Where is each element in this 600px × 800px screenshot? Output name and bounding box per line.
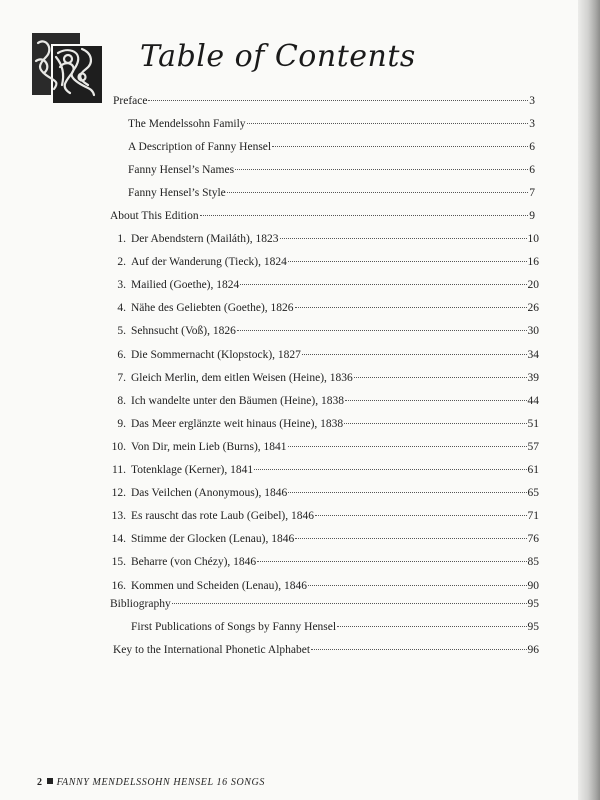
toc-entry (107, 463, 539, 477)
toc-entry-page: 61 (527, 464, 539, 476)
toc-entry (110, 209, 535, 223)
toc-entry-number: 4. (117, 302, 126, 315)
toc-entry-page: 30 (527, 325, 539, 338)
toc-entry-title: Es rauscht das rote Laub (Geibel), 1846 (131, 510, 314, 523)
dot-leader (272, 146, 528, 147)
toc-entry-number: 12. (111, 487, 126, 500)
toc-entry (107, 509, 539, 523)
toc-entry-page: 16 (527, 256, 539, 269)
toc-entry (128, 140, 535, 154)
toc-entry-number: 16. (111, 579, 126, 592)
dot-leader (295, 538, 526, 539)
toc-entry (128, 163, 535, 177)
toc-entry-number: 11. (112, 464, 126, 476)
dot-leader (288, 446, 527, 447)
dot-leader (345, 400, 527, 401)
dot-leader (148, 100, 528, 101)
toc-entry-number: 2. (117, 256, 126, 269)
toc-entry-page: 85 (527, 556, 539, 569)
footer-page-number: 2 (37, 777, 43, 788)
toc-entry-title: Totenklage (Kerner), 1841 (131, 464, 254, 476)
decorative-ornament (32, 29, 100, 101)
toc-entry-page: 90 (527, 579, 539, 592)
toc-entry-title: Von Dir, mein Lieb (Burns), 1841 (131, 440, 287, 453)
dot-leader (237, 330, 527, 331)
toc-entry-page: 3 (529, 118, 535, 130)
toc-entry (107, 324, 539, 338)
toc-entry-title: Stimme der Glocken (Lenau), 1846 (131, 533, 295, 546)
toc-entry (128, 117, 535, 131)
toc-entry (107, 532, 539, 546)
toc-entry (107, 440, 539, 454)
toc-entry (107, 232, 539, 246)
dot-leader (172, 603, 527, 604)
square-bullet-icon (47, 778, 53, 784)
toc-entry (113, 94, 535, 108)
toc-entry-page: 96 (527, 644, 539, 656)
toc-entry-title: Das Veilchen (Anonymous), 1846 (131, 487, 288, 500)
toc-entry (113, 643, 539, 657)
toc-entry-title: Fanny Hensel’s Names (128, 164, 235, 176)
toc-entry-page: 44 (527, 394, 539, 407)
toc-entry-title: Auf der Wanderung (Tieck), 1824 (131, 256, 287, 269)
toc-entry-title: Der Abendstern (Mailáth), 1823 (131, 233, 279, 245)
toc-entry-title: Fanny Hensel’s Style (128, 187, 226, 199)
toc-entry-page: 57 (527, 440, 539, 453)
toc-entry-title: Key to the International Phonetic Alphabet (113, 644, 311, 656)
toc-entry-page: 3 (529, 95, 535, 107)
toc-entry-page: 10 (527, 233, 539, 245)
dot-leader (344, 423, 526, 424)
dot-leader (247, 123, 529, 124)
toc-entry-title: Ich wandelte unter den Bäumen (Heine), 1838 (131, 394, 344, 407)
toc-entry-title: About This Edition (110, 210, 199, 222)
toc-entry-page: 20 (527, 279, 539, 292)
dot-leader (295, 307, 527, 308)
dot-leader (337, 626, 526, 627)
toc-entry-number: 1. (117, 233, 126, 245)
toc-entry-title: The Mendelssohn Family (128, 118, 246, 130)
dot-leader (288, 492, 526, 493)
dot-leader (227, 192, 529, 193)
toc-entry (107, 255, 539, 269)
toc-entry-title: Preface (113, 95, 148, 107)
toc-entry-number: 5. (117, 325, 126, 338)
toc-entry-title: Das Meer erglänzte weit hinaus (Heine), 1838 (131, 417, 344, 430)
toc-entry-title: Sehnsucht (Voß), 1826 (131, 325, 236, 338)
toc-entry (131, 620, 539, 634)
dot-leader (254, 469, 526, 470)
dot-leader (235, 169, 528, 170)
dot-leader (311, 649, 526, 650)
toc-entry-title: Gleich Merlin, dem eitlen Weisen (Heine), 1836 (131, 371, 353, 384)
toc-entry (107, 371, 539, 385)
dot-leader (308, 585, 527, 586)
toc-entry-page: 65 (527, 487, 539, 500)
page-spine-shadow (578, 0, 600, 800)
toc-entry-page: 6 (529, 164, 535, 176)
page-footer (37, 777, 265, 788)
toc-entry (107, 555, 539, 569)
toc-entry-title: Mailied (Goethe), 1824 (131, 279, 240, 292)
dot-leader (288, 261, 527, 262)
toc-entry-page: 39 (527, 371, 539, 384)
toc-entry-number: 8. (117, 394, 126, 407)
toc-entry-title: Die Sommernacht (Klopstock), 1827 (131, 348, 301, 361)
dot-leader (280, 238, 527, 239)
toc-entry-page: 76 (527, 533, 539, 546)
toc-entry (107, 579, 539, 593)
toc-entry-page: 51 (527, 417, 539, 430)
toc-entry-page: 9 (529, 210, 535, 222)
page-title: Table of Contents (140, 39, 416, 74)
toc-entry-title: A Description of Fanny Hensel (128, 141, 272, 153)
toc-entry (128, 186, 535, 200)
toc-entry-number: 9. (117, 417, 126, 430)
toc-entry (107, 278, 539, 292)
dot-leader (315, 515, 527, 516)
toc-entry (107, 417, 539, 431)
toc-entry-number: 6. (117, 348, 126, 361)
toc-entry-number: 13. (111, 510, 126, 523)
toc-entry-page: 95 (527, 621, 539, 633)
dot-leader (257, 561, 526, 562)
toc-entry-number: 10. (111, 440, 126, 453)
toc-entry-title: Beharre (von Chézy), 1846 (131, 556, 257, 569)
toc-entry-page: 6 (529, 141, 535, 153)
dot-leader (200, 215, 529, 216)
dot-leader (354, 377, 527, 378)
dot-leader (240, 284, 526, 285)
toc-entry-title: Bibliography (110, 598, 171, 610)
toc-entry-title: Nähe des Geliebten (Goethe), 1826 (131, 302, 294, 315)
toc-entry (110, 597, 539, 611)
toc-entry (107, 301, 539, 315)
toc-entry-page: 34 (527, 348, 539, 361)
toc-entry-number: 14. (111, 533, 126, 546)
toc-entry-number: 15. (111, 556, 126, 569)
toc-entry-page: 95 (527, 598, 539, 610)
toc-entry-number: 7. (117, 371, 126, 384)
celtic-knot-icon (32, 29, 100, 101)
footer-book-title: FANNY MENDELSSOHN HENSEL 16 SONGS (56, 777, 265, 788)
toc-entry (107, 348, 539, 362)
toc-entry-page: 7 (529, 187, 535, 199)
dot-leader (302, 354, 527, 355)
toc-entry-title: First Publications of Songs by Fanny Hensel (131, 621, 337, 633)
toc-entry-page: 26 (527, 302, 539, 315)
toc-entry (107, 486, 539, 500)
toc-entry (107, 394, 539, 408)
toc-entry-title: Kommen und Scheiden (Lenau), 1846 (131, 579, 307, 592)
toc-entry-number: 3. (117, 279, 126, 292)
toc-entry-page: 71 (527, 510, 539, 523)
